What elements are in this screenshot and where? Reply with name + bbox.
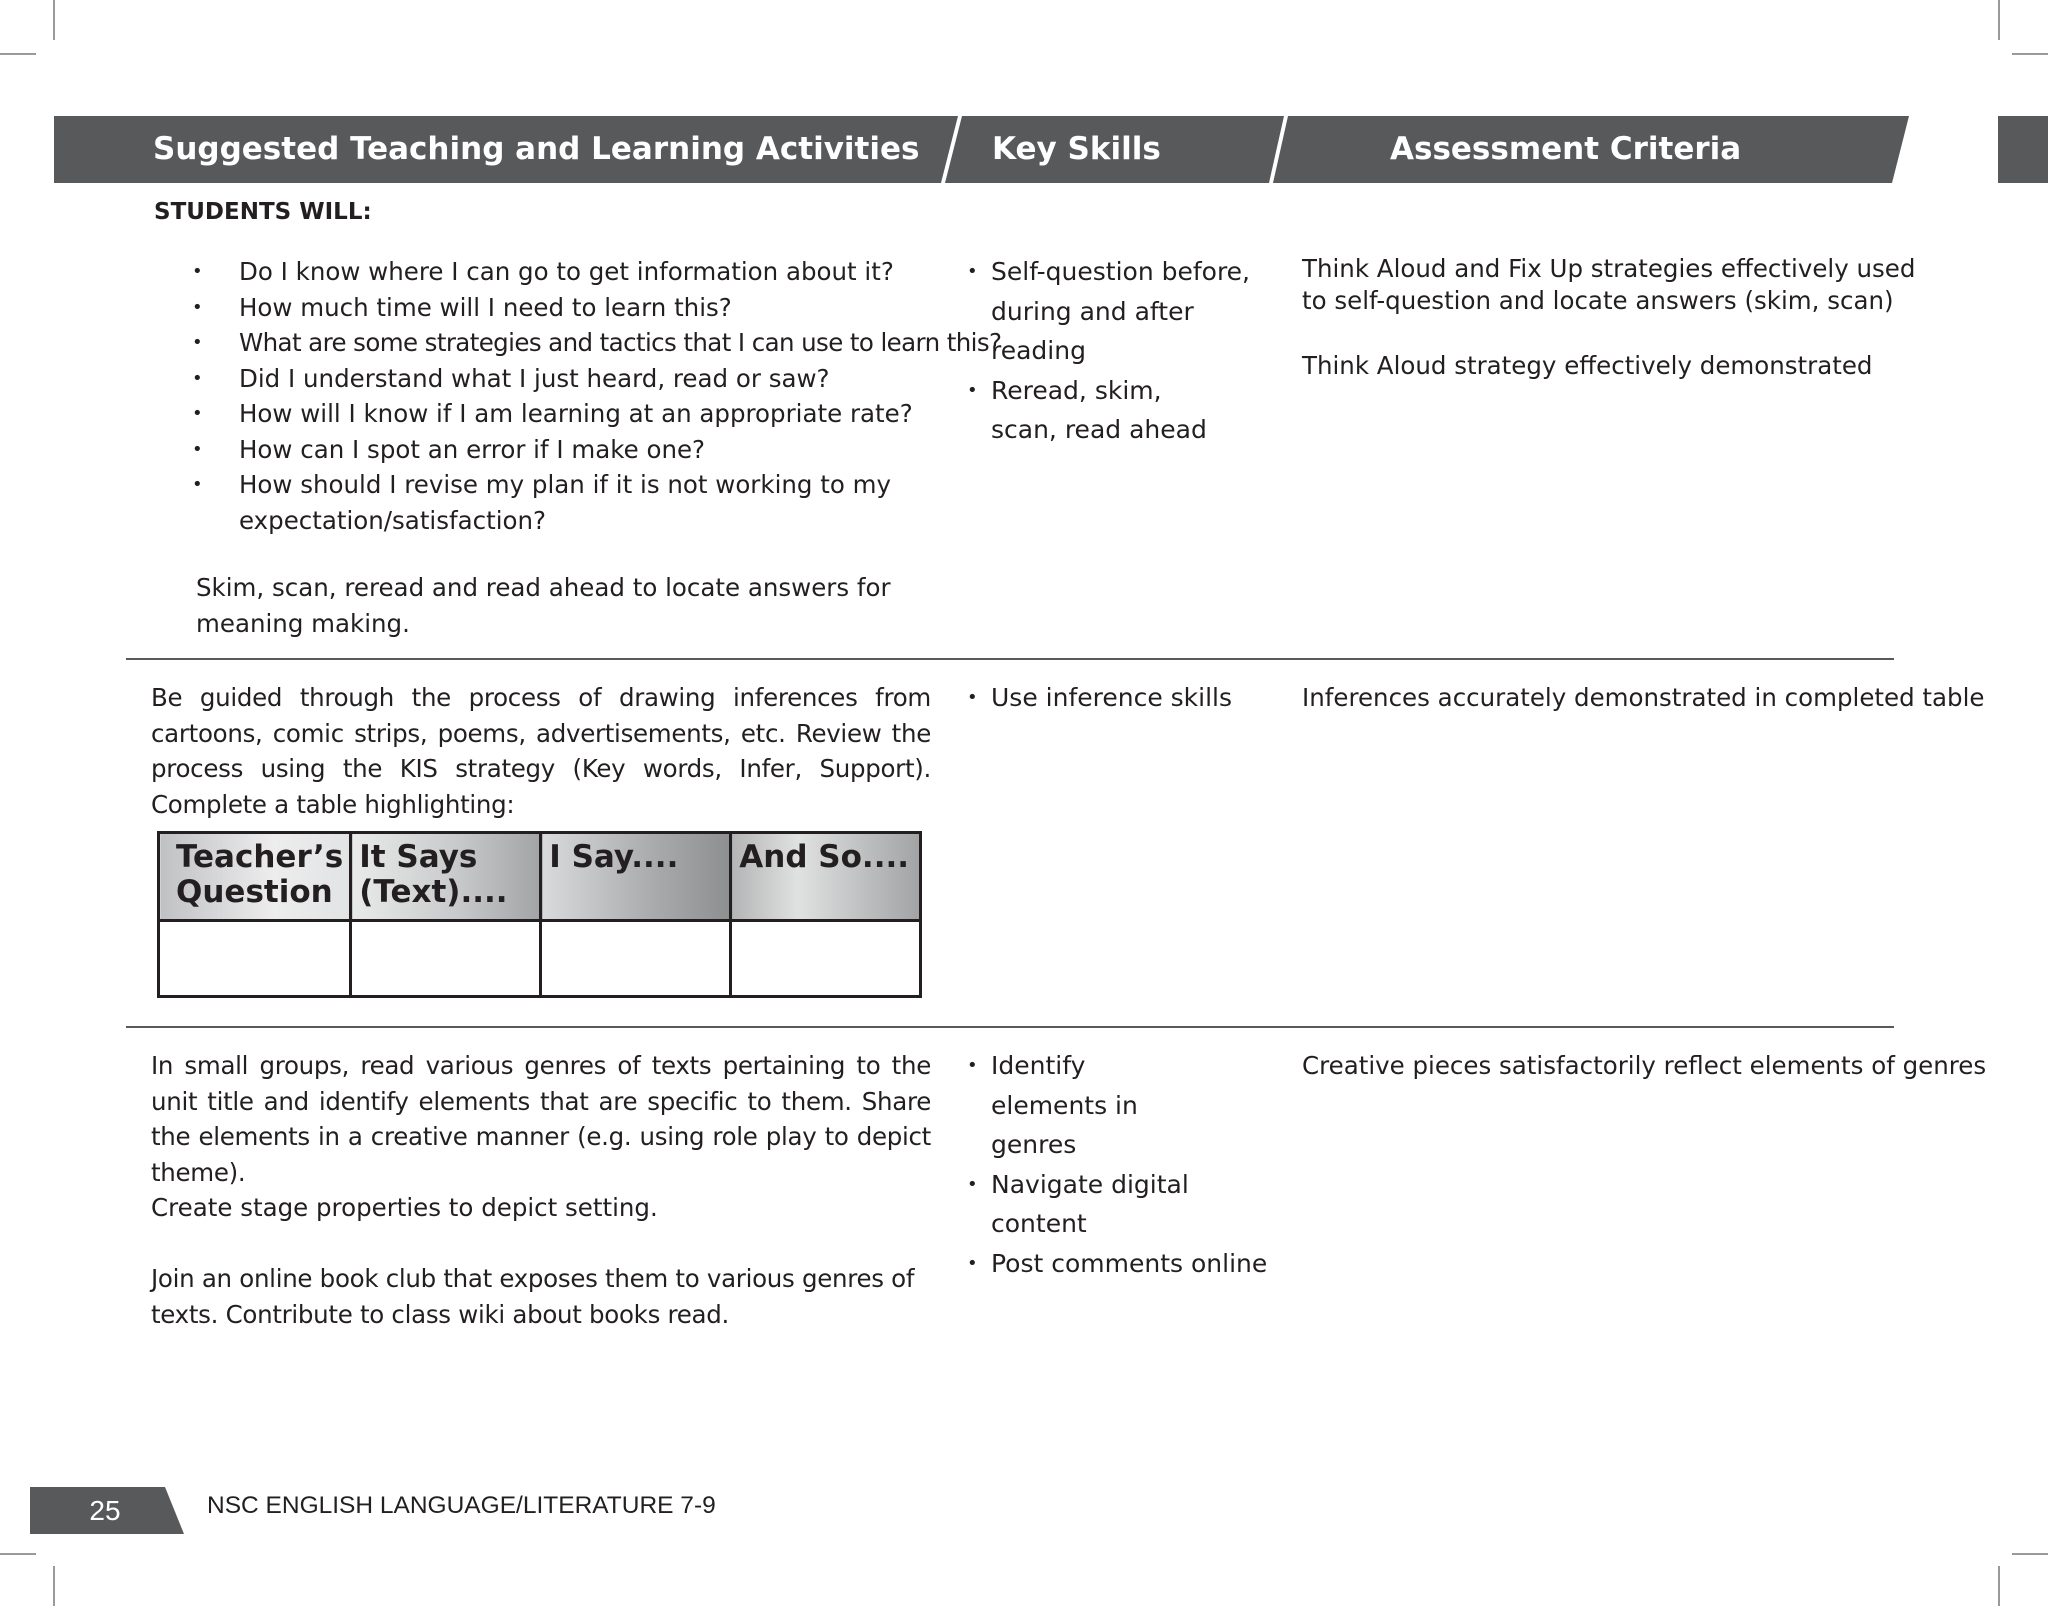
kis-cell	[159, 921, 351, 997]
section3-key-skills	[965, 1046, 1285, 1283]
side-thumb-tab	[1998, 116, 2048, 183]
kis-cell	[351, 921, 541, 997]
crop-mark	[53, 1566, 55, 1606]
section3-paragraph-1: In small groups, read various genres of texts pertaining to the unit title and identify elements that are specific to them. Share the elements in a creative manner (e.g. using role play to depict theme).	[151, 1051, 931, 1187]
section1-assessment-1: Think Aloud and Fix Up strategies effectively used to self-question and locate answers (skim, scan)	[1302, 254, 1916, 315]
list-item: • Did I understand what I just heard, read or saw?	[192, 361, 952, 397]
kis-header-it-says: It Says (Text)....	[351, 833, 541, 921]
section1-key-skills	[965, 252, 1285, 450]
kis-cell	[731, 921, 921, 997]
kis-header-i-say: I Say....	[541, 833, 731, 921]
crop-mark	[0, 53, 36, 55]
crop-mark	[1998, 0, 2000, 40]
list-item: • How can I spot an error if I make one?	[192, 432, 952, 468]
section-divider	[126, 1026, 1894, 1028]
key-skill-item: • Self-question before, during and after reading	[965, 252, 1285, 371]
crop-mark	[53, 0, 55, 40]
header-assessment: Assessment Criteria	[1390, 131, 1742, 167]
kis-header-teachers-question: Teacher’s Question	[159, 833, 351, 921]
list-item: • Do I know where I can go to get information about it?	[192, 254, 952, 290]
key-skill-item: • Identify elements in genres	[965, 1046, 1201, 1165]
section2-activity: Be guided through the process of drawing inferences from cartoons, comic strips, poems, advertisements, etc. Review the process using the KIS strategy (Key words, Infer, Support). Complete a table highlighting:	[151, 683, 931, 819]
section3-paragraph-3: Join an online book club that exposes them to various genres of texts. Contribute to class wiki about books read.	[151, 1264, 915, 1329]
key-skill-item: • Use inference skills	[965, 678, 1285, 718]
page-number: 25	[89, 1495, 121, 1526]
footer-title: NSC ENGLISH LANGUAGE/LITERATURE 7-9	[207, 1492, 716, 1519]
list-item: • How should I revise my plan if it is not working to my expectation/satisfaction?	[192, 467, 899, 538]
section3-paragraph-2: Create stage properties to depict setting.	[151, 1193, 658, 1222]
crop-mark	[2012, 53, 2048, 55]
list-item: • How much time will I need to learn this?	[192, 290, 952, 326]
header-key-skills: Key Skills	[992, 131, 1161, 167]
key-skill-item: • Post comments online	[965, 1244, 1285, 1284]
list-item: • What are some strategies and tactics that I can use to learn this?	[192, 325, 952, 361]
key-skill-item: • Reread, skim, scan, read ahead	[965, 371, 1221, 450]
crop-mark	[0, 1553, 36, 1555]
header-activities: Suggested Teaching and Learning Activities	[153, 131, 920, 167]
self-question-list	[192, 254, 1002, 538]
section2-assessment: Inferences accurately demonstrated in completed table	[1302, 683, 1985, 712]
crop-mark	[2012, 1553, 2048, 1555]
section1-closing: Skim, scan, reread and read ahead to locate answers for meaning making.	[196, 573, 891, 638]
kis-table	[157, 831, 922, 998]
crop-mark	[1998, 1566, 2000, 1606]
list-item: • How will I know if I am learning at an appropriate rate?	[192, 396, 952, 432]
kis-cell	[541, 921, 731, 997]
kis-header-and-so: And So....	[731, 833, 921, 921]
students-will-heading: STUDENTS WILL:	[154, 199, 372, 225]
section2-key-skills	[965, 678, 1285, 718]
section-divider	[126, 658, 1894, 660]
section3-assessment: Creative pieces satisfactorily reflect elements of genres	[1302, 1051, 1987, 1080]
key-skill-item: • Navigate digital content	[965, 1165, 1285, 1244]
section1-assessment-2: Think Aloud strategy effectively demonstrated	[1302, 351, 1873, 380]
